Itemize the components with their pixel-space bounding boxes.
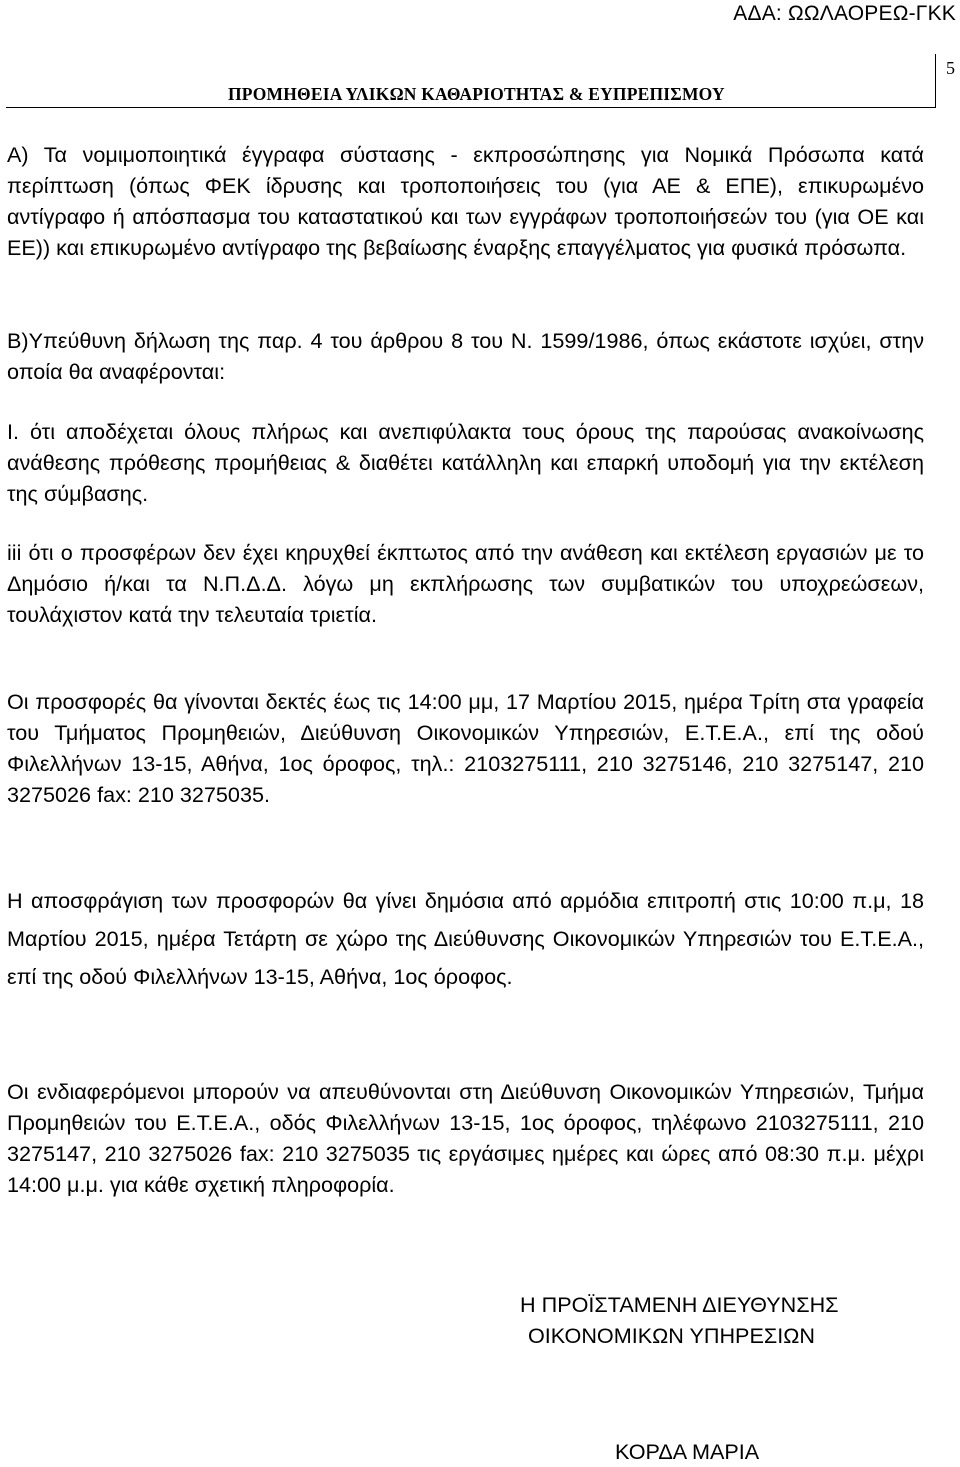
signature-title-line2: ΟΙΚΟΝΟΜΙΚΩΝ ΥΠΗΡΕΣΙΩΝ [528, 1323, 815, 1348]
header-rule [6, 107, 935, 108]
signature-title-line1: Η ΠΡΟΪΣΤΑΜΕΝΗ ΔΙΕΥΘΥΝΣΗΣ [520, 1292, 839, 1317]
ada-code: ΑΔΑ: ΩΩΛΑΟΡΕΩ-ΓΚΚ [733, 2, 956, 25]
paragraph-item-i: Ι. ότι αποδέχεται όλους πλήρως και ανεπιφύλακτα τους όρους της παρούσας ανακοίνωσης ανάθεσης πρόθεσης προμήθειας & διαθέτει κατάλληλη και επαρκή υποδομή για την εκτέλεση της σύμβασης. [7, 419, 924, 506]
signature-name: ΚΟΡΔΑ ΜΑΡΙΑ [615, 1439, 760, 1464]
paragraph-solemn-declaration: Β)Υπεύθυνη δήλωση της παρ. 4 του άρθρου 8 του Ν. 1599/1986, όπως εκάστοτε ισχύει, στην οποία θα αναφέρονται: [7, 328, 924, 384]
page-number: 5 [946, 58, 955, 78]
paragraph-contact-info: Οι ενδιαφερόμενοι μπορούν να απευθύνονται στη Διεύθυνση Οικονομικών Υπηρεσιών, Τμήμα Προμηθειών του Ε.Τ.Ε.Α., οδός Φιλελλήνων 13-15, 1ος όροφος, τηλέφωνο 2103275111, 210 3275147, 210 3275026 fax: 210 3275035 τις εργάσιμες ημέρες και ώρες από 08:30 π.μ. μέχρι 14:00 μ.μ. για κάθε σχετική πληροφορία. [7, 1079, 924, 1197]
header-page-divider [935, 54, 936, 108]
paragraph-unsealing: Η αποσφράγιση των προσφορών θα γίνει δημόσια από αρμόδια επιτροπή στις 10:00 π.μ, 18 Μαρτίου 2015, ημέρα Τετάρτη σε χώρο της Διεύθυνσης Οικονομικών Υπηρεσιών του Ε.Τ.Ε.Α., επί της οδού Φιλελλήνων 13-15, Αθήνα, 1ος όροφος. [7, 888, 924, 989]
paragraph-offers-deadline: Οι προσφορές θα γίνονται δεκτές έως τις 14:00 μμ, 17 Μαρτίου 2015, ημέρα Τρίτη στα γραφεία του Τμήματος Προμηθειών, Διεύθυνση Οικονομικών Υπηρεσιών, Ε.Τ.Ε.Α., επί της οδού Φιλελλήνων 13-15, Αθήνα, 1ος όροφος, τηλ.: 2103275111, 210 3275146, 210 3275147, 210 3275026 fax: 210 3275035. [7, 689, 924, 807]
paragraph-legal-documents: Α) Τα νομιμοποιητικά έγγραφα σύστασης - εκπροσώπησης για Νομικά Πρόσωπα κατά περίπτωση (όπως ΦΕΚ ίδρυσης και τροποποιήσεις του (για ΑΕ & ΕΠΕ), επικυρωμένο αντίγραφο ή απόσπασμα του καταστατικού και των εγγράφων τροποποιήσεών του (για ΟΕ και ΕΕ)) και επικυρωμένο αντίγραφο της βεβαίωσης έναρξης επαγγέλματος για φυσικά πρόσωπα. [7, 142, 924, 260]
paragraph-item-iii: iii ότι ο προσφέρων δεν έχει κηρυχθεί έκπτωτος από την ανάθεση και εκτέλεση εργασιών με το Δημόσιο ή/και τα Ν.Π.Δ.Δ. λόγω μη εκπλήρωσης των συμβατικών του υποχρεώσεων, τουλάχιστον κατά την τελευταία τριετία. [7, 540, 924, 627]
page-header-title: ΠΡΟΜΗΘΕΙΑ ΥΛΙΚΩΝ ΚΑΘΑΡΙΟΤΗΤΑΣ & ΕΥΠΡΕΠΙΣΜΟΥ [228, 84, 725, 104]
